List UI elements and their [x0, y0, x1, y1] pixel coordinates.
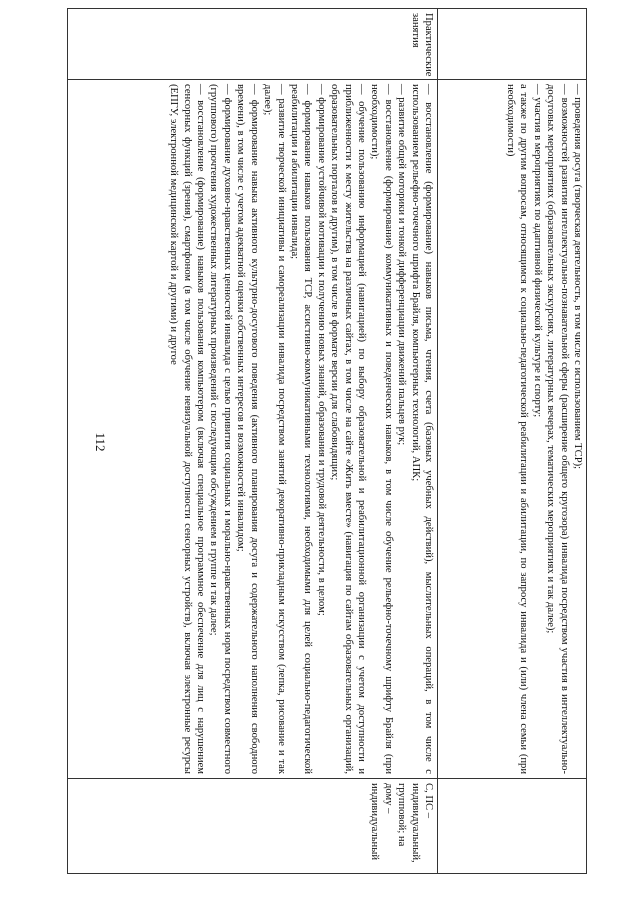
content-item: — обучение пользованию информацией (навигацией) по выбору образовательной и реабилитационной организации с учетом доступности и приближенности к месту жительства на различных сайтах, в том числе на сайте «Жить вместе» (навигация по сайтам образовательных организаций, образовательных порталов и другим), в том числе в формате версии для слабовидящих;	[329, 84, 367, 774]
table-cell-name	[438, 9, 587, 80]
content-item: — формирование устойчивой мотивации к получению новых знаний, образования и трудовой деятельности, в целом;	[315, 84, 327, 616]
content-item: — восстановление (формирование) навыков пользования компьютером (включая специальное программное обеспечение для лиц с нарушением сенсорных функций (зрения), смартфоном (в том числе обучение невизуальной доступности сенсорных устройств), включая электронные ресурсы (ЕПГУ, электронной медицинской картой и другими) и другое	[168, 84, 207, 774]
table-cell-name: Практические занятия	[68, 9, 438, 80]
table-row	[438, 9, 587, 874]
table-cell-form	[438, 779, 587, 874]
table-row	[68, 9, 438, 874]
table-cell-content	[68, 80, 438, 779]
table-cell-content	[438, 80, 587, 779]
content-item: — возможностей развития интеллектуально-познавательной сферы (расширение общего кругозора) инвалида посредством участия в интеллектуально-досуговых мероприятиях (образовательных экскурсиях, литературных вечерах, тематических мероприятиях и так далее);	[545, 84, 570, 774]
content-item: — проведения досуга (творческая деятельность, в том числе с использованием ТСР);	[572, 84, 583, 470]
content-item: а также по другим вопросам, относящимся к социально-педагогической реабилитации и абилитации, по запросу инвалида и (или) члена семьи (при необходимости)	[504, 84, 530, 774]
content-item: — формирование духовно-нравственных ценностей инвалида с целью привития социальных и морально-нравственных норм посредством совместного (группового) прочтения художественных литературных произведений с последующим обсуждением в группе и так далее;	[208, 84, 233, 774]
content-item: — восстановление (формирование) навыков письма, чтения, счета (базовых учебных действий), мыслительных операций, в том числе с использованием рельефно-точечного шрифта Брайля, компьютерных технологий, АПК;	[409, 84, 434, 774]
table-cell-form: С, ПС – индивидуальный, групповой; на дому – индивидуальный	[68, 779, 438, 874]
content-item: — восстановление (формирование) коммуникативных и поведенческих навыков, в том числе обучение рельефно-точечному шрифту Брайля (при необходимости);	[369, 84, 394, 774]
rehabilitation-table	[67, 8, 587, 874]
content-item: — формирование навыков пользования ТСР, ассистивно-коммуникативными технологиями, необходимыми для целей социально-педагогической реабилитации и абилитации инвалида;	[288, 84, 314, 774]
content-item: — развитие творческой инициативы и самореализации инвалида посредством занятий декоративно-прикладным искусством (лепка, рисование и так далее);	[262, 84, 287, 774]
page-number: 112	[93, 432, 108, 452]
content-item: — развитие общей моторики и тонкой дифференциации движений пальцев рук;	[396, 84, 408, 446]
rotated-table-container	[67, 8, 587, 873]
content-item: — формирование навыка активного культурно-досугового поведения (активного планирования досуга и содержательного наполнения свободного времени), в том числе с учетом адекватной оценки собственных интересов и возможностей инвалидом;	[235, 84, 260, 774]
content-item: — участия в мероприятиях по адаптивной физической культуре и спорту;	[531, 84, 543, 418]
